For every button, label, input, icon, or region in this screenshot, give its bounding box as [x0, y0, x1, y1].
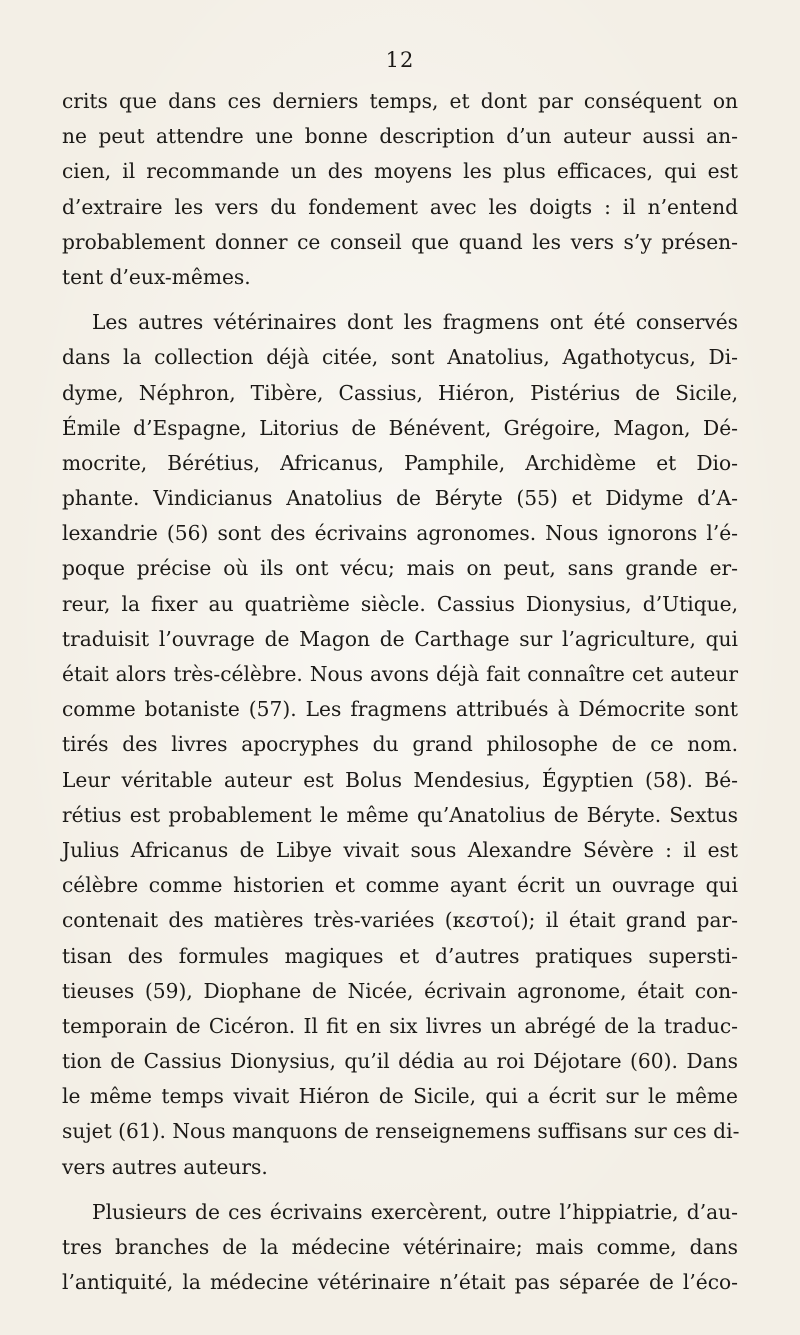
text-line: lexandrie (56) sont des écrivains agronomes. Nous ignorons l’é- — [62, 521, 738, 546]
text-line: comme botaniste (57). Les fragmens attribués à Démocrite sont — [62, 697, 738, 722]
text-line: probablement donner ce conseil que quand les vers s’y présen- — [62, 229, 738, 254]
text-line: l’antiquité, la médecine vétérinaire n’était pas séparée de l’éco- — [62, 1270, 738, 1295]
text-line: sujet (61). Nous manquons de renseignemens suffisans sur ces di- — [62, 1119, 740, 1144]
text-line: tent d’eux-mêmes. — [62, 264, 251, 289]
text-line: contenait des matières très-variées (κεστοί); il était grand par- — [62, 908, 738, 933]
text-line: tion de Cassius Dionysius, qu’il dédia au roi Déjotare (60). Dans — [62, 1049, 738, 1074]
body-text — [62, 84, 738, 1300]
text-line: crits que dans ces derniers temps, et dont par conséquent on — [62, 89, 738, 113]
text-line: Plusieurs de ces écrivains exercèrent, outre l’hippiatrie, d’au- — [92, 1199, 738, 1224]
text-line: mocrite, Bérétius, Africanus, Pamphile, Archidème et Dio- — [62, 450, 738, 475]
text-line: célèbre comme historien et comme ayant écrit un ouvrage qui — [62, 873, 738, 898]
text-line: temporain de Cicéron. Il fit en six livres un abrégé de la traduc- — [62, 1013, 738, 1038]
text-line: tisan des formules magiques et d’autres pratiques supersti- — [62, 943, 738, 968]
paragraph-1 — [62, 84, 738, 295]
text-line: vers autres auteurs. — [62, 1154, 268, 1179]
text-line: traduisit l’ouvrage de Magon de Carthage sur l’agriculture, qui — [62, 626, 738, 651]
text-line: rétius est probablement le même qu’Anatolius de Béryte. Sextus — [62, 802, 738, 827]
text-line: dyme, Néphron, Tibère, Cassius, Hiéron, Pistérius de Sicile, — [62, 380, 738, 405]
text-line: tieuses (59), Diophane de Nicée, écrivain agronome, était con- — [62, 978, 738, 1003]
text-line: Julius Africanus de Libye vivait sous Alexandre Sévère : il est — [62, 837, 738, 862]
text-line: ne peut attendre une bonne description d’un auteur aussi an- — [62, 124, 738, 149]
text-line: poque précise où ils ont vécu; mais on peut, sans grande er- — [62, 556, 738, 581]
text-line: Leur véritable auteur est Bolus Mendesius, Égyptien (58). Bé- — [62, 767, 738, 792]
text-line: reur, la fixer au quatrième siècle. Cassius Dionysius, d’Utique, — [62, 591, 738, 616]
text-line: cien, il recommande un des moyens les plus efficaces, qui est — [62, 159, 738, 184]
text-line: tres branches de la médecine vétérinaire; mais comme, dans — [62, 1235, 738, 1259]
text-line: phante. Vindicianus Anatolius de Béryte (55) et Didyme d’A- — [62, 486, 738, 511]
text-line: tirés des livres apocryphes du grand philosophe de ce nom. — [62, 732, 738, 757]
text-line: Les autres vétérinaires dont les fragmens ont été conservés — [92, 310, 738, 335]
text-line: était alors très-célèbre. Nous avons déjà fait connaître cet auteur — [62, 662, 738, 686]
text-line: dans la collection déjà citée, sont Anatolius, Agathotycus, Di- — [62, 345, 738, 370]
paragraph-2 — [62, 305, 738, 1185]
paragraph-3 — [62, 1195, 738, 1301]
text-line: Émile d’Espagne, Litorius de Bénévent, Grégoire, Magon, Dé- — [62, 415, 738, 440]
page-number: 12 — [385, 48, 415, 72]
text-line: d’extraire les vers du fondement avec les doigts : il n’entend — [62, 194, 738, 219]
text-line: le même temps vivait Hiéron de Sicile, qui a écrit sur le même — [62, 1084, 738, 1109]
